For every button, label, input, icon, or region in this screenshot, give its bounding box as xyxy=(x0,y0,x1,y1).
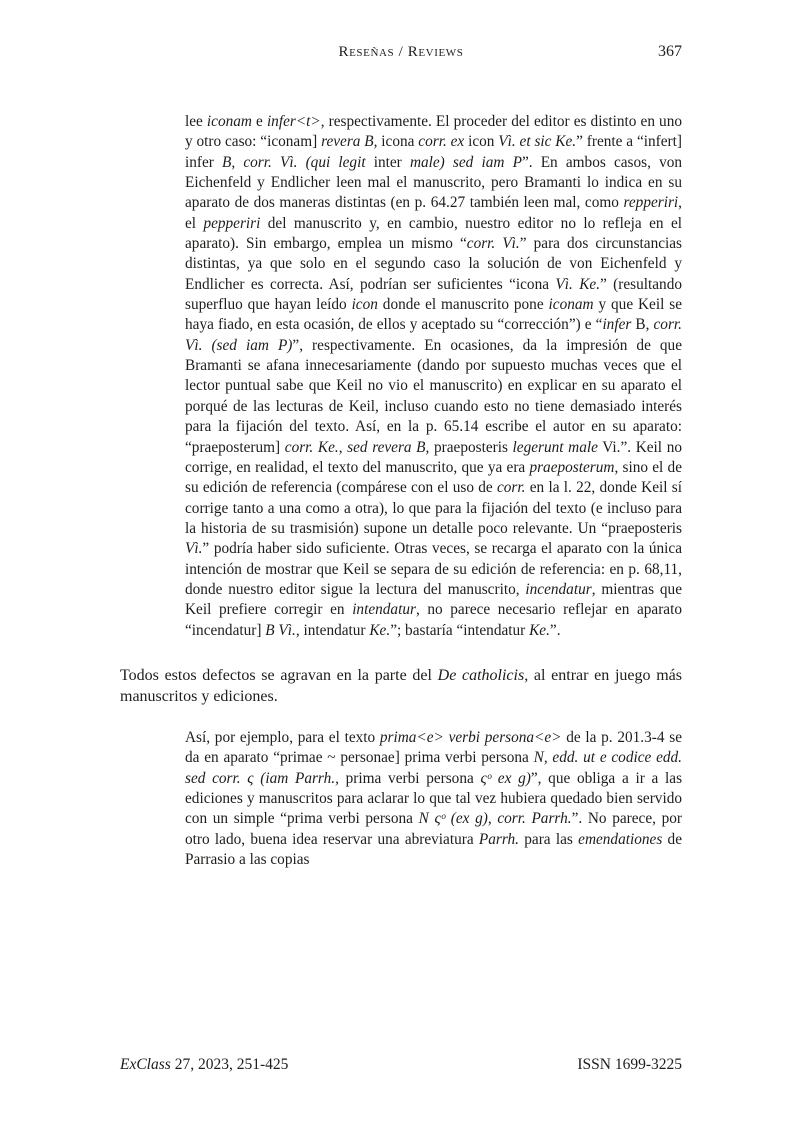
block-quote-2: Así, por ejemplo, para el texto prima<e> verbi persona<e> de la p. 201.3-4 se da en aparato “primae ~ personae] prima verbi persona N, edd. ut e codice edd. sed corr. ς (iam Parrh., prima verbi persona ςᵒ ex g)”, que obliga a ir a las ediciones y manuscritos para aclarar lo que tal vez hubiera quedado bien servido con un simple “prima verbi persona N ςᵒ (ex g), corr. Parrh.”. No parece, por otro lado, buena idea reservar una abreviatura Parrh. para las emendationes de Parrasio a las copias xyxy=(185,728,683,868)
page-header xyxy=(120,44,682,61)
body-paragraph: Todos estos defectos se agravan en la parte del De catholicis, al entrar en juego más manuscritos y ediciones. xyxy=(120,666,682,706)
page-footer xyxy=(120,1056,682,1074)
block-quote-1: lee iconam e infer<t>, respectivamente. El proceder del editor es distinto en uno y otro caso: “iconam] revera B, icona corr. ex icon Vì. et sic Ke.” frente a “infert] infer B, corr. Vì. (qui legit inter male) sed iam P”. En ambos casos, von Eichenfeld y Endlicher leen mal el manuscrito, pero Bramanti lo indica en su aparato de dos maneras distintas (en p. 64.27 también leen mal, como repperiri, el pepperiri del manuscrito y, en cambio, nuestro editor no lo refleja en el aparato). Sin embargo, emplea un mismo “corr. Vì.” para dos circunstancias distintas, ya que solo en el segundo caso la solución de von Eichenfeld y Endlicher es correcta. Así, podrían ser suficientes “icona Vì. Ke.” (resultando superfluo que hayan leído icon donde el manuscrito pone iconam y que Keil se haya fiado, en esta ocasión, de ellos y aceptado su “corrección”) e “infer B, corr. Vì. (sed iam P)”, respectivamente. En ocasiones, da la impresión de que Bramanti se afana innecesariamente (dando por supuesto muchas veces que el lector puntual sabe que Keil no vio el manuscrito) en explicar en su aparato el porqué de las lecturas de Keil, incluso cuando esto no tiene demasiado interés para la fijación del texto. Así, en la p. 65.14 escribe el autor en su aparato: “praeposterum] corr. Ke., sed revera B, praeposteris legerunt male Vi.”. Keil no corrige, en realidad, el texto del manuscrito, que ya era praeposterum, sino el de su edición de referencia (compárese con el uso de corr. en la l. 22, donde Keil sí corrige tanto a una como a otra), lo que para la fijación del texto (e incluso para la historia de su trasmisión) supone un detalle poco relevante. Un “praeposteris Vì.” podría haber sido suficiente. Otras veces, se recarga el aparato con la única intención de mostrar que Keil se separa de su edición de referencia: en p. 68,11, donde nuestro editor sigue la lectura del manuscrito, incendatur, mientras que Keil prefiere corregir en intendatur, no parece necesario reflejar en aparato “incendatur] B Vì., intendatur Ke.”; bastaría “intendatur Ke.”. xyxy=(185,113,683,639)
journal-reference: ExClass 27, 2023, 251-425 xyxy=(120,1056,289,1073)
running-title: Reseñas / Reviews xyxy=(338,44,464,60)
page-number: 367 xyxy=(658,43,682,60)
issn-label: ISSN 1699-3225 xyxy=(577,1056,682,1073)
page-body xyxy=(120,104,682,870)
